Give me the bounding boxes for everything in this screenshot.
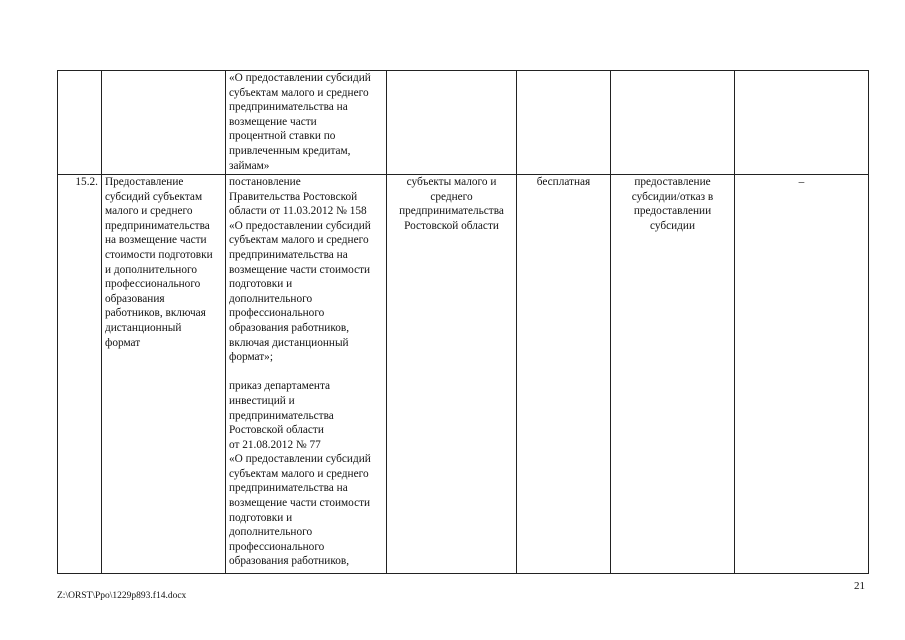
cell-result [611,175,735,574]
cell-number [58,175,102,574]
footer-file-path: Z:\ORST\Ppo\1229p893.f14.docx [57,591,187,601]
cell-note [735,71,869,175]
cell-legal-basis [226,71,387,175]
service-name-text: Предоставление субсидий субъектам малого и среднего предпринимательства на возмещение части стоимости подготовки и дополнительного профессионального образования работников, включая дистанционный формат [105,176,213,349]
recipients-text: субъекты малого и среднего предпринимательства Ростовской области [399,176,504,232]
paragraph-spacer [229,365,383,380]
cell-recipients [387,71,517,175]
table-row-continued [58,71,869,175]
cell-recipients [387,175,517,574]
cell-service-name [102,175,226,574]
services-table [57,70,869,574]
cell-legal-basis [226,175,387,574]
result-text: предоставление субсидии/отказ в предоставлении субсидии [631,176,714,232]
cell-result [611,71,735,175]
fee-text: бесплатная [536,176,591,188]
cell-fee [517,175,611,574]
row-number: 15.2. [75,176,98,188]
page-number: 21 [854,580,865,592]
table-row-15-2 [58,175,869,574]
note-text: – [798,176,805,188]
legal-basis-text: «О предоставлении субсидий субъектам малого и среднего предпринимательства на возмещение части процентной ставки по привлеченным кредитам, займам» [229,72,371,172]
cell-fee [517,71,611,175]
cell-number [58,71,102,175]
cell-note [735,175,869,574]
legal-basis-decree: постановление Правительства Ростовской области от 11.03.2012 № 158 «О предоставлении субсидий субъектам малого и среднего предпринимательства на возмещение части стоимости подготовки и дополнительного профессионального образования работников, включая дистанционный формат»; [229,176,371,364]
cell-service-name [102,71,226,175]
legal-basis-order: приказ департамента инвестиций и предпринимательства Ростовской области от 21.08.2012 № 77 «О предоставлении субсидий субъектам малого и среднего предпринимательства на возмещение части стоимости подготовки и дополнительного профессионального образования работников, [229,380,371,568]
